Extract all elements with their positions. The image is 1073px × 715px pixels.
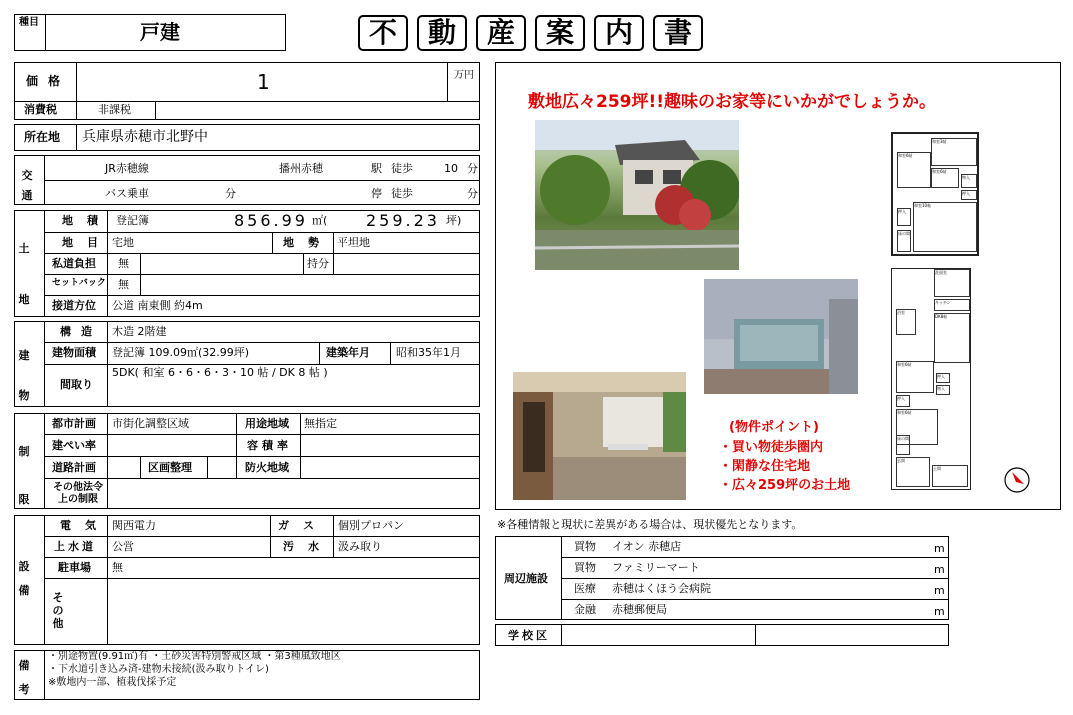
title-char: 内 (594, 15, 644, 51)
nearby-cat: 医療 (574, 582, 596, 595)
fp-room: DK8帖 (935, 314, 948, 319)
regulation-label (18, 428, 34, 525)
area-kind: 登記簿 (116, 214, 149, 227)
category-label: 地目 (62, 236, 112, 249)
other-law-label: その他法令上の制限 (53, 482, 103, 505)
terrain: 平坦地 (337, 236, 370, 249)
interior-photo (513, 372, 686, 500)
tax-label: 消費税 (24, 103, 57, 116)
floor-area: 登記簿 109.09㎡(32.99坪) (112, 346, 250, 359)
fp-room: 浴室 (897, 310, 905, 315)
doc-title (358, 15, 712, 51)
land-readj-label: 区画整理 (148, 461, 192, 474)
fp-room: 和室6帖 (898, 153, 913, 158)
fp-room: 和室6帖 (897, 362, 912, 367)
facilities-label-text: 設備 (18, 560, 30, 598)
fp-room: 洗面室 (935, 270, 947, 275)
type-value: 戸建 (140, 20, 180, 44)
category: 宅地 (112, 236, 134, 249)
tsubo-unit: 坪) (446, 214, 462, 227)
fire-zone-label: 防火地域 (245, 461, 289, 474)
private-road: 無 (118, 257, 129, 270)
nearby-name: ファミリーマート (612, 561, 700, 574)
layout: 5DK( 和室 6・6・6・3・10 帖 / DK 8 帖 ) (112, 366, 328, 379)
fp-room: 玄関 (897, 458, 905, 463)
point-item: ・閑静な住宅地 (719, 459, 811, 474)
title-char: 産 (476, 15, 526, 51)
building-label (18, 336, 34, 415)
use-zone: 無指定 (304, 417, 337, 430)
use-zone-label: 用途地域 (245, 417, 289, 430)
nearby-unit: m (934, 584, 945, 597)
facilities-box (14, 515, 480, 645)
school-label: 学校区 (508, 629, 550, 642)
built: 昭和35年1月 (396, 346, 461, 359)
promo-headline: 敷地広々259坪!!趣味のお家等にいかがでしょうか。 (528, 92, 936, 112)
stop: 停 (371, 187, 382, 200)
setback-label: セットバック (52, 278, 106, 288)
location-value: 兵庫県赤穂市北野中 (82, 129, 208, 145)
walk2: 徒歩 (391, 187, 413, 200)
remark-line: ・下水道引き込み済-建物未接続(汲み取りトイレ) (48, 664, 269, 675)
bus-min: 分 (225, 187, 236, 200)
remark-line: ※敷地内一部、植栽伐採予定 (48, 677, 177, 688)
water: 公営 (112, 540, 134, 553)
fp-room: 物入 (937, 386, 945, 391)
fp-room: 押入 (897, 396, 905, 401)
land-label (18, 224, 34, 325)
nearby-unit: m (934, 605, 945, 618)
terrain-label: 地勢 (283, 236, 333, 249)
eki: 駅 (371, 162, 382, 175)
remarks-label (18, 654, 34, 702)
sewage-label: 汚水 (283, 540, 333, 553)
fp-room: 和室10帖 (914, 203, 932, 208)
school-table (495, 624, 949, 646)
structure: 木造 2階建 (112, 325, 167, 338)
house-exterior-photo (535, 120, 739, 270)
floorplan-lower (891, 268, 971, 490)
nearby-label: 周辺施設 (504, 572, 548, 585)
point-item: ・買い物徒歩圏内 (719, 440, 824, 455)
fp-room: 床の間 (898, 231, 910, 236)
fp-room: キッチン (935, 300, 951, 305)
parking: 無 (112, 561, 123, 574)
fp-room: 和室3帖 (932, 139, 947, 144)
m2-unit: ㎡( (312, 214, 328, 227)
gas: 個別プロパン (338, 519, 404, 532)
far-label: 容積率 (247, 439, 292, 452)
points-title: (物件ポイント) (729, 420, 819, 435)
share-label: 持分 (307, 257, 329, 270)
facilities-label (18, 555, 34, 603)
fp-room: 押入 (937, 374, 945, 379)
title-char: 案 (535, 15, 585, 51)
nearby-unit: m (934, 542, 945, 555)
title-char: 書 (653, 15, 703, 51)
bathroom-photo (704, 279, 858, 394)
area-label: 地積 (62, 214, 112, 227)
road-label: 接道方位 (52, 299, 96, 312)
price-box (14, 62, 480, 102)
transport-label: 交通 (21, 169, 33, 202)
remark-line: ・別途物置(9.91㎡)有 ・土砂災害特別警戒区域 ・第3種風致地区 (48, 651, 341, 662)
train-line: JR赤穂線 (105, 162, 149, 175)
min-unit-2: 分 (467, 187, 478, 200)
sewage: 汲み取り (338, 540, 382, 553)
setback: 無 (118, 278, 129, 291)
tax-box (14, 101, 480, 120)
fp-room: 押入 (962, 191, 970, 196)
title-char: 不 (358, 15, 408, 51)
bus: バス乗車 (105, 187, 149, 200)
facilities-other-text: その他 (52, 591, 64, 631)
built-label: 建築年月 (326, 346, 370, 359)
walk-minutes: 10 (444, 162, 458, 175)
bcr-label: 建ぺい率 (52, 439, 96, 452)
gas-label: ガス (278, 519, 328, 532)
layout-label: 間取り (60, 378, 93, 391)
walk1: 徒歩 (391, 162, 413, 175)
road-plan-label: 道路計画 (52, 461, 96, 474)
floorplan-upper (891, 132, 979, 256)
disclaimer: ※各種情報と現状に差異がある場合は、現状優先となります。 (497, 518, 803, 531)
station: 播州赤穂 (279, 162, 323, 175)
type-label: 種目 (19, 17, 39, 28)
road: 公道 南東側 約4m (112, 299, 203, 312)
compass-icon (1003, 466, 1031, 494)
electric-label: 電気 (60, 519, 110, 532)
tax-value: 非課税 (98, 103, 131, 116)
facilities-other-label (52, 591, 66, 631)
electric: 関西電力 (112, 519, 156, 532)
area-m2: 856.99 (234, 211, 308, 230)
price-value: 1 (257, 70, 270, 94)
area-tsubo: 259.23 (366, 211, 440, 230)
private-road-label: 私道負担 (52, 257, 96, 270)
regulation-label-text: 制限 (18, 445, 30, 507)
floor-area-label: 建物面積 (52, 346, 96, 359)
price-label: 価格 (26, 74, 71, 88)
point-item: ・広々259坪のお土地 (719, 478, 851, 493)
fp-room: 和室6帖 (932, 169, 947, 174)
nearby-unit: m (934, 563, 945, 576)
nearby-cat: 買物 (574, 561, 596, 574)
min-unit: 分 (467, 162, 478, 175)
structure-label: 構造 (60, 325, 102, 338)
nearby-cat: 買物 (574, 540, 596, 553)
fp-room: 土間 (933, 466, 941, 471)
fp-room: 押入 (898, 209, 906, 214)
fp-room: 和室6帖 (897, 410, 912, 415)
city-plan: 市街化調整区域 (112, 417, 189, 430)
land-label-text: 土地 (18, 242, 30, 306)
fp-room: 床の間 (897, 436, 909, 441)
nearby-name: イオン 赤穂店 (612, 540, 682, 553)
nearby-cat: 金融 (574, 603, 596, 616)
building-label-text: 建物 (18, 349, 30, 402)
title-char: 動 (417, 15, 467, 51)
water-label: 上水道 (54, 540, 96, 553)
city-plan-label: 都市計画 (52, 417, 96, 430)
price-unit: 万円 (454, 70, 474, 81)
location-label: 所在地 (24, 130, 61, 144)
parking-label: 駐車場 (58, 561, 91, 574)
nearby-name: 赤穂郵便局 (612, 603, 667, 616)
nearby-name: 赤穂はくほう会病院 (612, 582, 711, 595)
remarks-label-text: 備考 (18, 659, 30, 697)
fp-room: 物入 (962, 175, 970, 180)
